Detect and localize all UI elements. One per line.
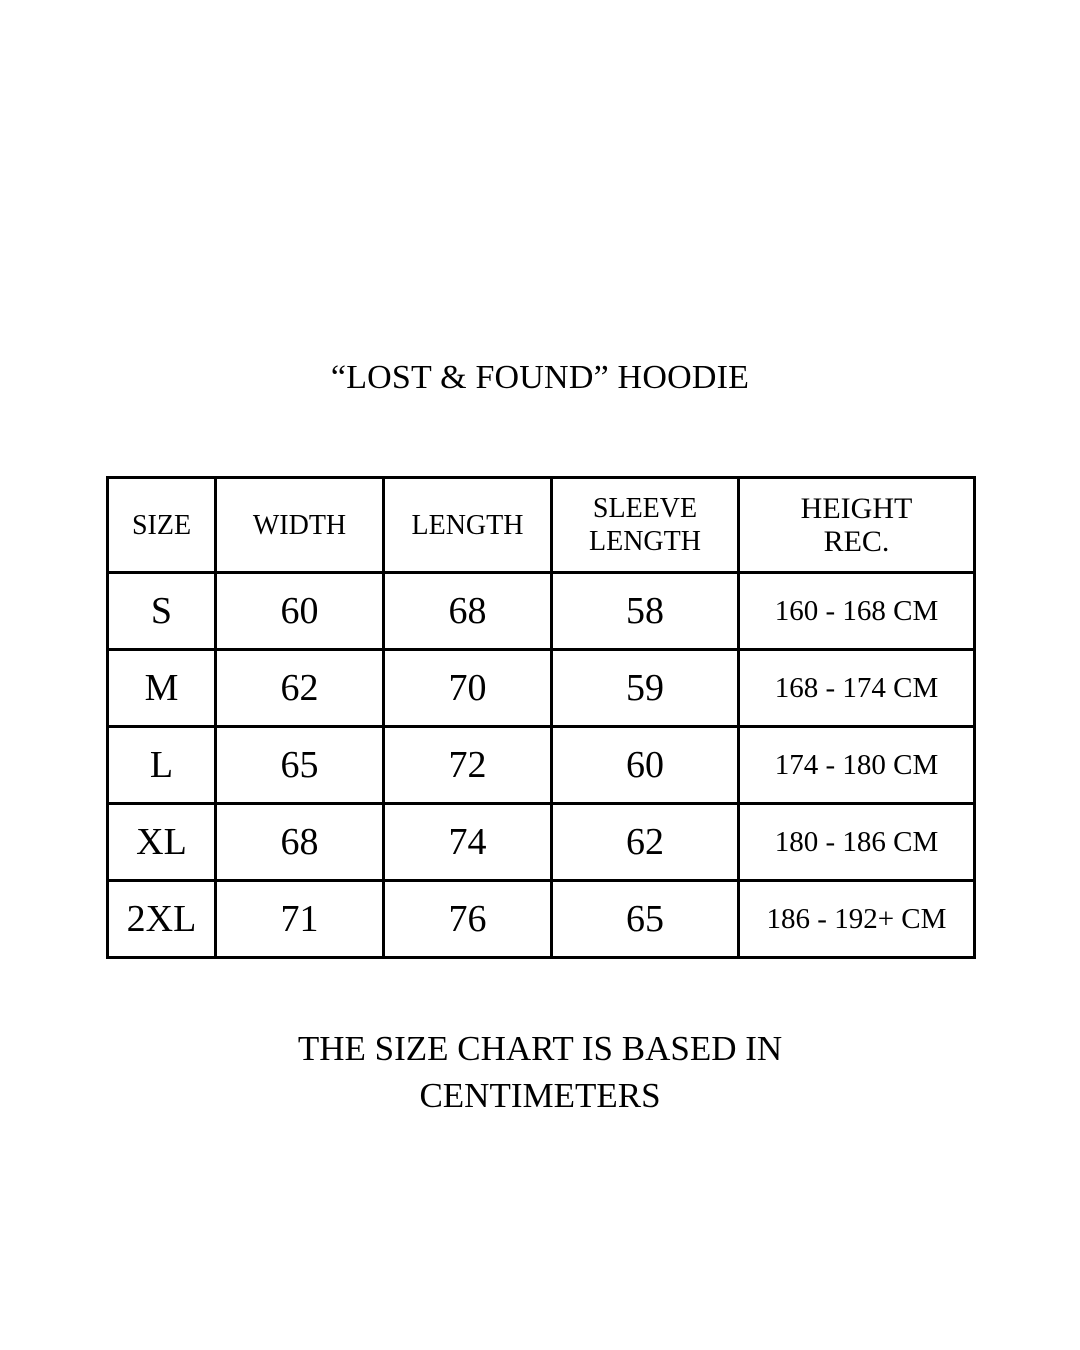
cell-height: 174 - 180 CM	[739, 727, 975, 804]
cell-size: L	[108, 727, 216, 804]
cell-sleeve: 58	[552, 573, 739, 650]
cell-width: 65	[216, 727, 384, 804]
header-height-line2: REC.	[823, 525, 890, 558]
cell-size: M	[108, 650, 216, 727]
cell-width: 62	[216, 650, 384, 727]
cell-height: 160 - 168 CM	[739, 573, 975, 650]
table-row	[108, 573, 975, 650]
table-row	[108, 650, 975, 727]
header-width: WIDTH	[216, 478, 384, 573]
cell-length: 70	[384, 650, 552, 727]
cell-sleeve: 59	[552, 650, 739, 727]
table-header-row	[108, 478, 975, 573]
cell-sleeve: 60	[552, 727, 739, 804]
size-chart-note	[0, 1025, 1080, 1119]
header-size: SIZE	[108, 478, 216, 573]
cell-sleeve: 65	[552, 881, 739, 958]
header-height-line1: HEIGHT	[800, 492, 913, 525]
cell-height: 180 - 186 CM	[739, 804, 975, 881]
cell-width: 60	[216, 573, 384, 650]
table-row	[108, 881, 975, 958]
note-line1: THE SIZE CHART IS BASED IN	[297, 1029, 783, 1068]
table-row	[108, 804, 975, 881]
cell-length: 76	[384, 881, 552, 958]
header-sleeve-length	[552, 478, 739, 573]
cell-width: 71	[216, 881, 384, 958]
cell-size: XL	[108, 804, 216, 881]
cell-height: 168 - 174 CM	[739, 650, 975, 727]
cell-length: 74	[384, 804, 552, 881]
header-height-rec	[739, 478, 975, 573]
cell-width: 68	[216, 804, 384, 881]
size-chart-table	[106, 476, 976, 959]
cell-length: 68	[384, 573, 552, 650]
cell-height: 186 - 192+ CM	[739, 881, 975, 958]
header-sleeve-line2: LENGTH	[589, 526, 701, 557]
cell-size: S	[108, 573, 216, 650]
cell-size: 2XL	[108, 881, 216, 958]
header-length: LENGTH	[384, 478, 552, 573]
cell-sleeve: 62	[552, 804, 739, 881]
cell-length: 72	[384, 727, 552, 804]
table-row	[108, 727, 975, 804]
header-sleeve-line1: SLEEVE	[592, 493, 698, 524]
page-title: “LOST & FOUND” HOODIE	[330, 359, 750, 396]
note-line2: CENTIMETERS	[419, 1076, 661, 1115]
